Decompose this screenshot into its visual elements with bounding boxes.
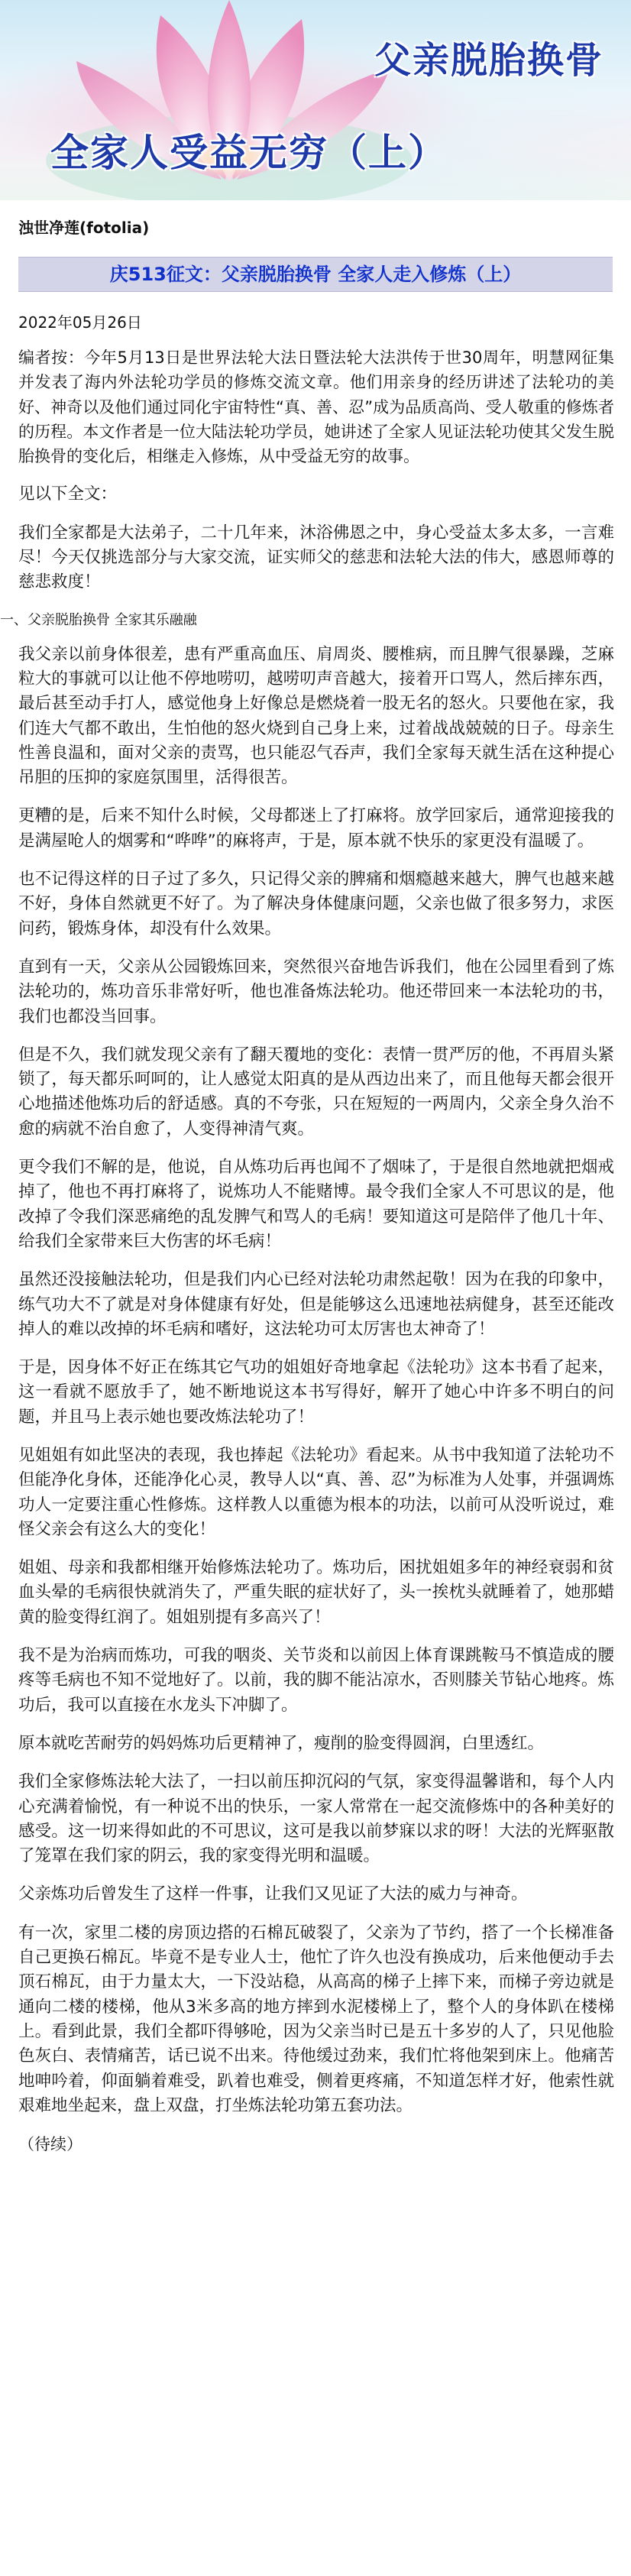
- banner-title-line1: 父亲脱胎换骨: [374, 39, 603, 82]
- editor-note: 编者按：今年5月13日是世界法轮大法日暨法轮大法洪传于世30周年，明慧网征集并发表了海内外法轮功学员的修炼交流文章。他们用亲身的经历讲述了法轮功的美好、神奇以及他们通过同化宇宙特性“真、善、忍”成为品质高尚、受人敬重的修炼者的历程。本文作者是一位大陆法轮功学员，她讲述了全家人见证法轮功使其父发生脱胎换骨的变化后，相继走入修炼，从中受益无穷的故事。: [18, 348, 614, 466]
- body-paragraph: 见姐姐有如此坚决的表现，我也捧起《法轮功》看起来。从书中我知道了法轮功不但能净化身体，还能净化心灵，教导人以“真、善、忍”为标准为人处事，并强调炼功人一定要注重心性修炼。这样教人以重德为根本的功法，以前可从没听说过，难怪父亲会有这么大的变化！: [18, 1445, 614, 1539]
- to-be-continued: （待续）: [18, 2135, 83, 2154]
- body-paragraph: 父亲炼功后曾发生了这样一件事，让我们又见证了大法的威力与神奇。: [18, 1884, 528, 1904]
- body-paragraph: 我不是为治病而炼功，可我的咽炎、关节炎和以前因上体育课跳鞍马不慎造成的腰疼等毛病也不知不觉地好了。以前，我的脚不能沾凉水，否则膝关节钻心地疼。炼功后，我可以直接在水龙头下冲脚了。: [18, 1646, 614, 1715]
- body-paragraph: 更令我们不解的是，他说，自从炼功后再也闻不了烟味了，于是很自然地就把烟戒掉了，他也不再打麻将了，说炼功人不能赌博。最令我们全家人不可思议的是，他改掉了令我们深恶痛绝的乱发脾气和骂人的毛病！要知道这可是陪伴了他几十年、给我们全家带来巨大伤害的坏毛病！: [18, 1158, 614, 1251]
- body-paragraph: 直到有一天，父亲从公园锻炼回来，突然很兴奋地告诉我们，他在公园里看到了炼法轮功的，炼功音乐非常好听，他也准备炼法轮功。他还带回来一本法轮功的书，我们也都没当回事。: [18, 957, 614, 1026]
- image-source-caption: 浊世净莲(fotolia): [18, 219, 150, 237]
- intro-line: 见以下全文：: [18, 484, 118, 504]
- body-paragraph: 也不记得这样的日子过了多久，只记得父亲的脾痛和烟瘾越来越大，脾气也越来越不好，身体自然就更不好了。为了解决身体健康问题，父亲也做了很多努力，求医问药，锻炼身体，却没有什么效果。: [18, 870, 614, 938]
- body-paragraph: 我父亲以前身体很差，患有严重高血压、肩周炎、腰椎病，而且脾气很暴躁，芝麻粒大的事就可以让他不停地唠叨，越唠叨声音越大，接着开口骂人，然后摔东西，最后甚至动手打人，感觉他身上好像总是燃烧着一股无名的怒火。只要他在家，我们连大气都不敢出，生怕他的怒火烧到自己身上来，过着战战兢兢的日子。母亲生性善良温和，面对父亲的责骂，也只能忍气吞声，我们全家每天就生活在这种提心吊胆的压抑的家庭氛围里，活得很苦。: [18, 644, 614, 788]
- header-banner: [0, 0, 631, 200]
- publish-date: 2022年05月26日: [18, 313, 142, 332]
- body-paragraph: 原本就吃苦耐劳的妈妈炼功后更精神了，瘦削的脸变得圆润，白里透红。: [18, 1733, 545, 1753]
- body-paragraph: 姐姐、母亲和我都相继开始修炼法轮功了。炼功后，困扰姐姐多年的神经衰弱和贫血头晕的毛病很快就消失了，严重失眠的症状好了，头一挨枕头就睡着了，她那蜡黄的脸变得红润了。姐姐别提有多高兴了！: [18, 1558, 614, 1627]
- article-body: [0, 345, 614, 2156]
- article-headline: 庆513征文：父亲脱胎换骨 全家人走入修炼（上）: [18, 257, 613, 292]
- section-heading: 一、父亲脱胎换骨 全家其乐融融: [0, 611, 197, 628]
- body-paragraph: 更糟的是，后来不知什么时候，父母都迷上了打麻将。放学回家后，通常迎接我的是满屋呛人的烟雾和“哗哗”的麻将声，于是，原本就不快乐的家更没有温暖了。: [18, 806, 614, 851]
- greeting-paragraph: 我们全家都是大法弟子，二十几年来，沐浴佛恩之中，身心受益太多太多，一言难尽！今天仅挑选部分与大家交流，证实师父的慈悲和法轮大法的伟大，感恩师尊的慈悲救度！: [18, 523, 614, 592]
- body-paragraph: 虽然还没接触法轮功，但是我们内心已经对法轮功肃然起敬！因为在我的印象中，练气功大不了就是对身体健康有好处，但是能够这么迅速地祛病健身，甚至还能改掉人的难以改掉的坏毛病和嗜好，这法轮功可太厉害也太神奇了！: [18, 1270, 614, 1339]
- body-paragraph: 但是不久，我们就发现父亲有了翻天覆地的变化：表情一贯严厉的他，不再眉头紧锁了，每天都乐呵呵的，让人感觉太阳真的是从西边出来了，而且他每天都会很开心地描述他炼功后的舒适感。真的不夸张，只在短短的一两周内，父亲全身久治不愈的病就不治自愈了，人变得神清气爽。: [18, 1045, 614, 1139]
- banner-title-line2: 全家人受益无穷（上）: [50, 131, 448, 175]
- body-paragraph: 我们全家修炼法轮大法了，一扫以前压抑沉闷的气氛，家变得温馨谐和，每个人内心充满着愉悦，有一种说不出的快乐，一家人常常在一起交流修炼中的各种美好的感受。这一切来得如此的不可思议，这可是我以前梦寐以求的呀！大法的光辉驱散了笼罩在我们家的阴云，我的家变得光明和温暖。: [18, 1772, 614, 1866]
- body-paragraph: 于是，因身体不好正在练其它气功的姐姐好奇地拿起《法轮功》这本书看了起来，这一看就不愿放手了，她不断地说这本书写得好，解开了她心中许多不明白的问题，并且马上表示她也要改炼法轮功了！: [18, 1358, 614, 1427]
- body-paragraph: 有一次，家里二楼的房顶边搭的石棉瓦破裂了，父亲为了节约，搭了一个长梯准备自己更换石棉瓦。毕竟不是专业人士，他忙了许久也没有换成功，后来他便动手去顶石棉瓦，由于力量太大，一下没站稳，从高高的梯子上摔下来，而梯子旁边就是通向二楼的楼梯，他从3米多高的地方摔到水泥楼梯上了，整个人的身体趴在楼梯上。看到此景，我们全都吓得够呛，因为父亲当时已是五十多岁的人了，只见他脸色灰白、表情痛苦，话已说不出来。待他缓过劲来，我们忙将他架到床上。他痛苦地呻吟着，仰面躺着难受，趴着也难受，侧着更疼痛，不知道怎样才好，他索性就艰难地坐起来，盘上双盘，打坐炼法轮功第五套功法。: [18, 1923, 614, 2115]
